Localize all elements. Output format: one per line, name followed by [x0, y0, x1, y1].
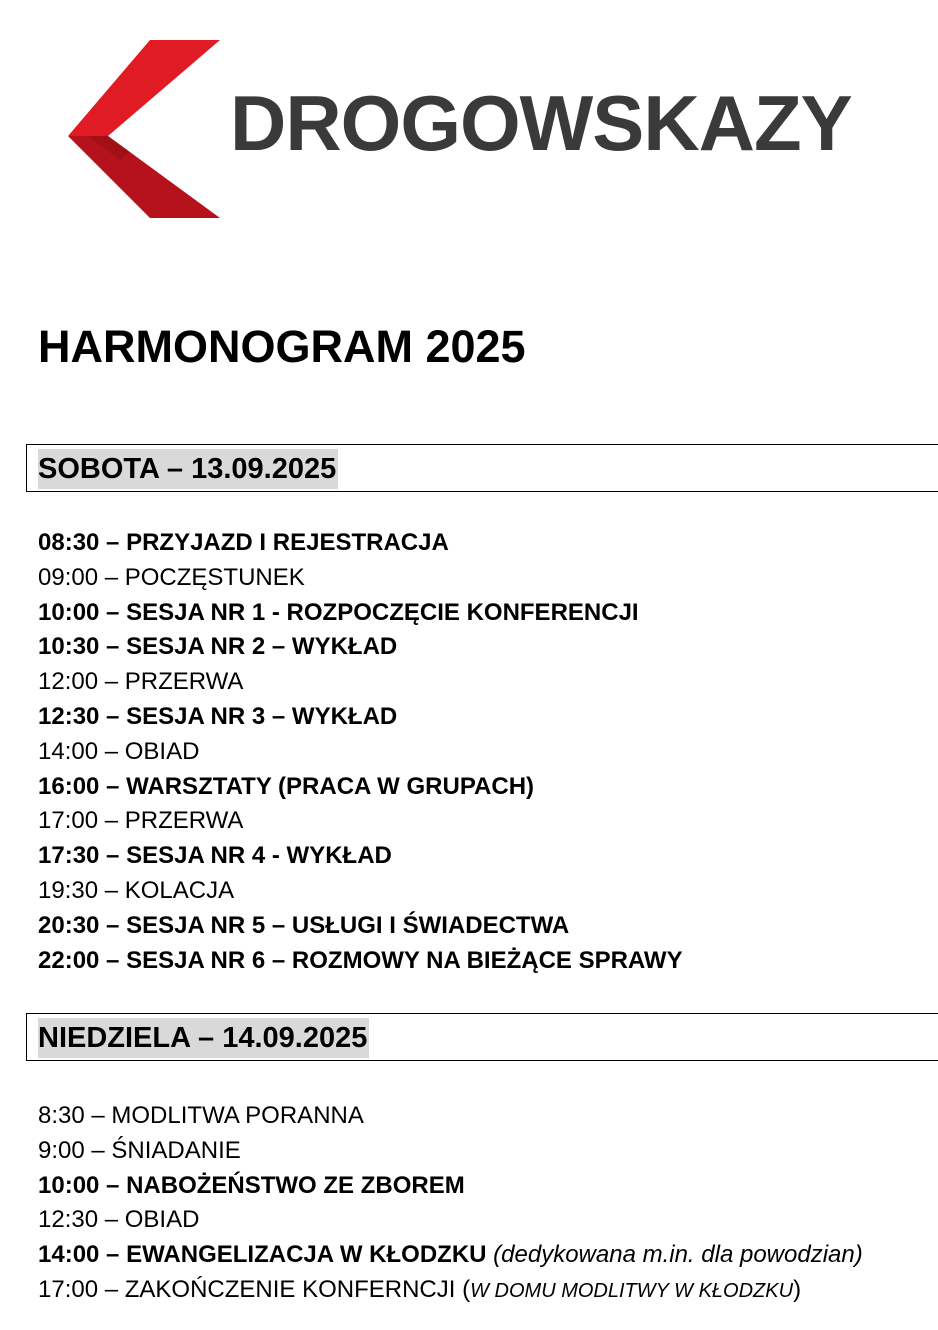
schedule-item-suffix: ) — [793, 1275, 802, 1303]
schedule-item-text: 10:30 – SESJA NR 2 – WYKŁAD — [38, 633, 398, 661]
page-title: HARMONOGRAM 2025 — [38, 321, 526, 372]
brand-name: DROGOWSKAZY — [230, 79, 852, 167]
schedule-item-text: 22:00 – SESJA NR 6 – ROZMOWY NA BIEŻĄCE SPRAWY — [38, 946, 683, 974]
schedule-item-text: 09:00 – POCZĘSTUNEK — [38, 563, 305, 591]
schedule-item — [38, 1099, 863, 1134]
schedule-item-text: 12:00 – PRZERWA — [38, 668, 244, 696]
schedule-item — [38, 1203, 863, 1238]
schedule-item-text: 17:30 – SESJA NR 4 - WYKŁAD — [38, 842, 392, 870]
schedule-item — [38, 1238, 863, 1273]
day-header-label: NIEDZIELA – 14.09.2025 — [38, 1018, 369, 1058]
schedule-item-note: (dedykowana m.in. dla powodzian) — [486, 1241, 863, 1269]
schedule-item — [38, 944, 683, 979]
schedule-item — [38, 1273, 863, 1308]
schedule-item — [38, 874, 683, 909]
day-header-label: SOBOTA – 13.09.2025 — [38, 449, 338, 489]
schedule-item-text: 9:00 – ŚNIADANIE — [38, 1136, 241, 1164]
schedule-item-text: 19:30 – KOLACJA — [38, 876, 235, 904]
schedule-item-text: 10:00 – SESJA NR 1 - ROZPOCZĘCIE KONFERENCJI — [38, 598, 639, 626]
schedule-item-text: 14:00 – EWANGELIZACJA W KŁODZKU — [38, 1241, 487, 1269]
schedule-item-text: 08:30 – PRZYJAZD I REJESTRACJA — [38, 529, 449, 556]
logo — [68, 40, 888, 220]
schedule-item-text: 16:00 – WARSZTATY (PRACA W GRUPACH) — [38, 772, 535, 800]
schedule-item — [38, 770, 683, 805]
schedule-item — [38, 839, 683, 874]
schedule-item — [38, 1169, 863, 1204]
schedule-item — [38, 561, 683, 596]
schedule-item — [38, 909, 683, 944]
schedule-item — [38, 526, 683, 561]
schedule-item-text: 14:00 – OBIAD — [38, 737, 200, 765]
schedule-item-note: W DOMU MODLITWY W KŁODZKU — [470, 1279, 794, 1302]
schedule-item-text: 8:30 – MODLITWA PORANNA — [38, 1102, 364, 1129]
schedule-item — [38, 596, 683, 631]
schedule-item — [38, 665, 683, 700]
schedule-item-text: 12:30 – SESJA NR 3 – WYKŁAD — [38, 702, 398, 730]
schedule-item-text: 12:30 – OBIAD — [38, 1206, 200, 1234]
schedule-item — [38, 700, 683, 735]
day-header-sunday — [26, 1013, 938, 1061]
schedule-item-text: 17:00 – PRZERWA — [38, 807, 244, 835]
schedule-item — [38, 1134, 863, 1169]
schedule-list-sunday — [38, 1099, 863, 1308]
day-header-saturday — [26, 444, 938, 492]
schedule-item-text: 10:00 – NABOŻEŃSTWO ZE ZBOREM — [38, 1171, 465, 1199]
schedule-item — [38, 735, 683, 770]
schedule-item — [38, 630, 683, 665]
schedule-item — [38, 804, 683, 839]
schedule-list-saturday — [38, 526, 683, 978]
schedule-item-text: 20:30 – SESJA NR 5 – USŁUGI I ŚWIADECTWA — [38, 911, 570, 939]
red-chevron-left-icon — [68, 40, 220, 220]
schedule-item-text: 17:00 – ZAKOŃCZENIE KONFERNCJI ( — [38, 1275, 471, 1303]
